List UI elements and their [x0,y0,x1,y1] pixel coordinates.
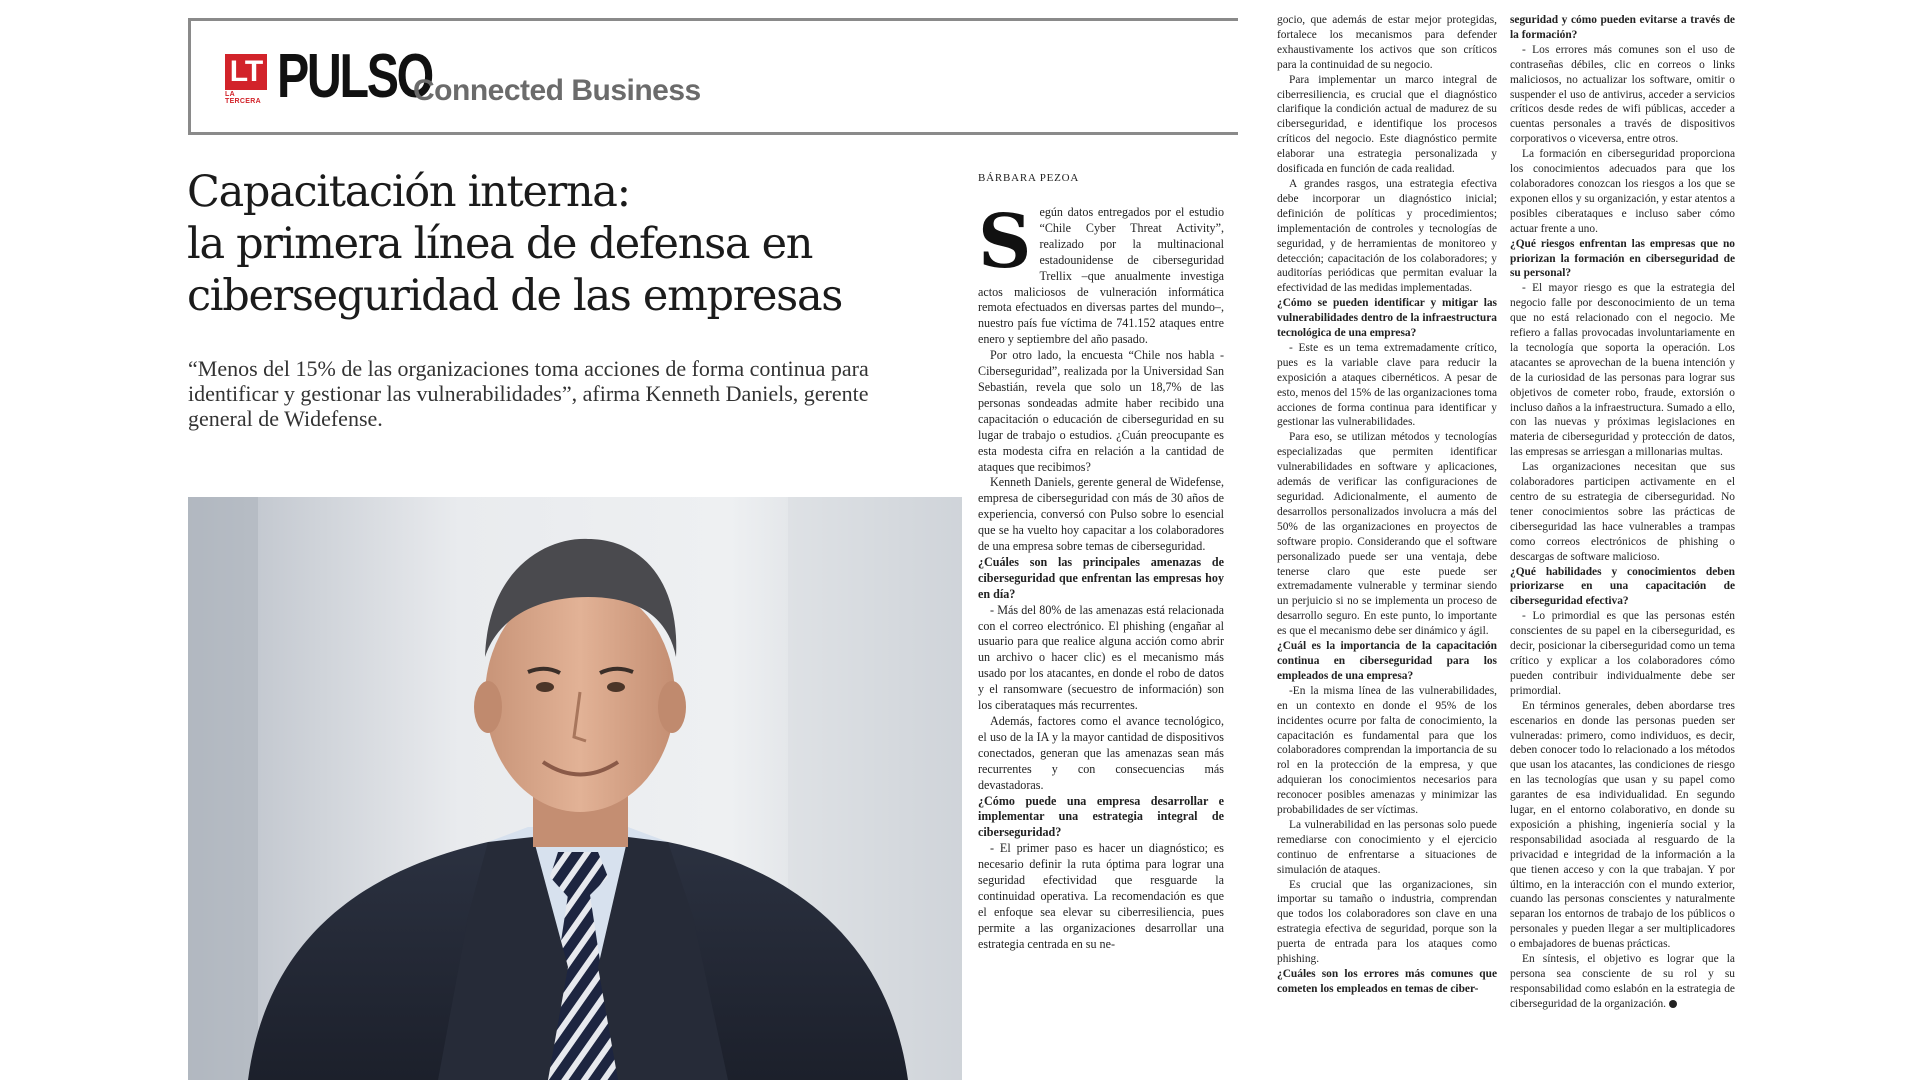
paragraph-text: - El primer paso es hacer un diagnóstico; es necesario definir la ruta óptima para lograr una seguridad efectividad que resguarde la continuidad operativa. La recomendación es que el enfoque sea elevar su ciberresiliencia, pues permite a las organizaciones desarrollar una estrategia centrada en su ne- [978,841,1224,951]
interview-question [1510,13,1735,43]
paragraph [978,841,1224,952]
end-of-article-icon [1669,1000,1677,1008]
paragraph-text: Para implementar un marco integral de ciberresiliencia, es crucial que el diagnóstico clarifique la condición actual de madurez de su ciberseguridad, e identifique los procesos críticos del negocio. Este diagnóstico permite elaborar una estrategia personalizada y dosificada en función de cada realidad. [1277,73,1497,176]
paragraph-text: seguridad y cómo pueden evitarse a través de la formación? [1510,14,1735,41]
portrait-photo [188,497,962,1080]
paragraph-text: La vulnerabilidad en las personas solo puede remediarse con conocimiento y el ejercicio continuo de enfrentarse a situaciones de simulación de ataques. [1277,818,1497,876]
interview-question [978,555,1224,603]
paragraph [978,475,1224,555]
paragraph-text: -En la misma línea de las vulnerabilidades, en un contexto en donde el 95% de los incidentes ocurre por falta de conocimiento, la capacitación es fundamental para que los colaboradores comprendan la importancia de su rol en la protección de la empresa, y que adquieran los conocimientos necesarios para reconocer posibles amenazas y minimizar las probabilidades de ser víctimas. [1277,684,1497,817]
paragraph-text: Las organizaciones necesitan que sus colaboradores participen activamente en el centro de su estrategia de ciberseguridad. No tener conocimientos sobre las prácticas de ciberseguridad las hace vulnerables a trampas como correos electrónicos de phishing o descargas de software malicioso. [1510,461,1735,563]
paragraph-text: ¿Cómo puede una empresa desarrollar e implementar una estrategia integral de ciberseguridad? [978,793,1224,840]
paragraph [1277,341,1497,430]
paragraph-text: - Este es un tema extremadamente crítico, pues es la variable clave para reducir la exposición a ataques cibernéticos. A pesar de esto, menos del 15% de las organizaciones toma acciones de forma continua para identificar y gestionar las vulnerabilidades. [1277,341,1497,429]
drop-cap: S [978,199,1032,285]
paragraph-text: En términos generales, deben abordarse tres escenarios en donde las personas pueden ser vulneradas: primero, como individuos, es decir, deben conocer todo lo relacionado a los métodos que usan los atacantes, las condiciones de riesgo en las tecnologías que usan y su papel como garantes de esa individualidad. En segundo lugar, en el entorno colaborativo, en donde su exposición a phishing, ingeniería social y la responsabilidad asociada al resguardo de la privacidad e integridad de la información a la que tienen acceso y con la que trabajan. Y por último, en la interacción con el mundo exterior, cuando las personas conscientes y naturalmente separan los entornos de trabajo de los públicos o personales y pueden llegar a ser multiplicadores o embajadores de buenas prácticas. [1510,699,1735,951]
byline: BÁRBARA PEZOA [978,172,1080,184]
paragraph-text: - Los errores más comunes son el uso de contraseñas débiles, clic en correos o links maliciosos, no actualizar los software, omitir o suspender el uso de antivirus, acceder a servicios críticos desde redes de wifi públicas, acceder a cuentas personales a través de dispositivos corporativos o viceversa, entre otros. [1510,43,1735,146]
paragraph [978,348,1224,475]
interview-question [1277,296,1497,341]
la-tercera-logo [225,54,267,105]
deck: “Menos del 15% de las organizaciones toma acciones de forma continua para identificar y gestionar las vulnerabilidades”, afirma Kenneth Daniels, gerente general de Widefense. [188,356,869,431]
paragraph-text: - El mayor riesgo es que la estrategia del negocio falle por desconocimiento de un tema que no está relacionado con el negocio. Me refiero a fallas provocadas involuntariamente en la tecnología que soporta la operación. Los atacantes se aprovechan de la buena intención y de la curiosidad de las personas para lograr sus objetivos de cometer robo, fraude, extorsión o incluso daños a la infraestructura. Sumado a ello, con las nuevas y próximas legislaciones en materia de ciberseguridad y protección de datos, las empresas se arriesgan a millonarias multas. [1510,282,1735,459]
interview-question [1510,237,1735,282]
article-column-1 [978,199,1224,953]
paragraph-text: A grandes rasgos, una estrategia efectiva debe incorporar un diagnóstico inicial; definición de políticas y procedimientos; implementación de controles y tecnologías de seguridad, y de herramientas de monitoreo y detección; capacitación de los colaboradores; y auditorías periódicas que permitan evaluar la efectividad de las medidas implementadas. [1277,177,1497,295]
paragraph [1510,43,1735,147]
interview-question [1510,565,1735,610]
paragraph-text: Para eso, se utilizan métodos y tecnologías especializadas que permiten identificar vulnerabilidades en software y aplicaciones, además de verificar las configuraciones de seguridad. Adicionalmente, el aumento de desarrollos personalizados involucra a más del 50% de las organizaciones en proyectos de software propio. Considerando que el software personalizado puede ser una ventaja, debe tenerse claro que este puede ser extremadamente vulnerable y terminar siendo un perjuicio si no se implementa un proceso de desarrollo seguro. En este punto, lo importante es que el mecanismo debe ser dinámico y ágil. [1277,431,1497,638]
pulso-brand: PULSO [277,42,432,111]
headline-line-3: ciberseguridad de las empresas [187,271,843,321]
paragraph-text: - Lo primordial es que las personas estén conscientes de su papel en la ciberseguridad, es decir, posicionar la ciberseguridad como un tema crítico y explicar a los colaboradores cómo pueden contribuir individualmente debe ser primordial. [1510,610,1735,697]
interview-question [1277,967,1497,997]
masthead [188,18,1238,135]
paragraph [1277,684,1497,818]
article-column-2 [1277,13,1497,997]
article-column-3 [1510,13,1735,1012]
paragraph [1510,460,1735,564]
paragraph [1277,818,1497,878]
paragraph [978,199,1224,348]
lt-logo-mark: LT [225,54,267,90]
paragraph [1510,699,1735,952]
paragraph-text: En síntesis, el objetivo es lograr que la persona sea consciente de su rol y su responsabilidad como eslabón en la estrategia de ciberseguridad de la organización. [1510,953,1735,1010]
paragraph-text: Por otro lado, la encuesta “Chile nos habla - Ciberseguridad”, realizada por la Universidad San Sebastián, revela que solo un 18,7% de las personas sondeadas admite haber recibido una capacitación o educación de ciberseguridad en su lugar de trabajo o estudios. ¿Cuán preocupante es esta modesta cifra en relación a la cantidad de ataques que recibimos? [978,348,1224,474]
interview-question [1277,639,1497,684]
headline [187,166,947,322]
paragraph-text: ¿Cuáles son las principales amenazas de ciberseguridad que enfrentan las empresas hoy en día? [978,554,1224,601]
paragraph-text: La formación en ciberseguridad proporciona los conocimientos adecuados para que los colaboradores conozcan los riesgos a los que se exponen ellos y su organización, y estar atentos a posibles ciberataques e incluso saber cómo actuar frente a uno. [1510,148,1735,235]
paragraph-text: Es crucial que las organizaciones, sin importar su tamaño o industria, comprendan que todos los colaboradores son clave en una estrategia efectiva de seguridad, porque son la puerta de entrada para los ataques como phishing. [1277,878,1497,966]
paragraph-text: ¿Cuáles son los errores más comunes que cometen los empleados en temas de ciber- [1277,968,1497,995]
paragraph [1510,281,1735,460]
headline-line-2: la primera línea de defensa en [187,219,813,269]
paragraph-text: ¿Qué habilidades y conocimientos deben priorizarse en una capacitación de ciberseguridad efectiva? [1510,565,1735,608]
paragraph [1277,73,1497,177]
paragraph-text: gocio, que además de estar mejor protegidas, fortalece los mecanismos para defender exhaustivamente los activos que son críticos para la continuidad de su negocio. [1277,14,1497,71]
section-name: Connected Business [413,74,701,107]
paragraph-text: Además, factores como el avance tecnológico, el uso de la IA y la mayor cantidad de dispositivos conectados, generan que las amenazas sean más recurrentes y con consecuencias más devastadoras. [978,714,1224,792]
interview-question [978,794,1224,842]
paragraph-text: ¿Cómo se pueden identificar y mitigar las vulnerabilidades dentro de la infraestructura tecnológica de una empresa? [1277,297,1497,340]
paragraph-text: - Más del 80% de las amenazas está relacionada con el correo electrónico. El phishing (engañar al usuario para que realice alguna acción como abrir un archivo o hacer clic) es el mecanismo más usado por los atacantes, en donde el robo de datos y el ransomware (secuestro de información) son los ciberataques más recurrentes. [978,602,1224,713]
headline-line-1: Capacitación interna: [187,167,630,217]
paragraph [1277,13,1497,73]
paragraph [1510,609,1735,698]
paragraph [978,603,1224,714]
paragraph [1277,177,1497,296]
paragraph [1277,430,1497,639]
paragraph [978,714,1224,794]
paragraph [1510,952,1735,1012]
paragraph-text: ¿Qué riesgos enfrentan las empresas que no priorizan la formación en ciberseguridad de su personal? [1510,237,1735,280]
lt-logo-subtitle: LA TERCERA [225,91,261,105]
paragraph-text: egún datos entregados por el estudio “Chile Cyber Threat Activity”, realizado por la multinacional estadounidense de ciberseguridad Trellix –que anualmente investiga actos maliciosos de vulneración informática remota efectuados en diversas partes del mundo–, nuestro país fue víctima de 741.152 ataques entre enero y septiembre del año pasado. [978,205,1224,347]
paragraph [1277,878,1497,967]
paragraph-text: ¿Cuál es la importancia de la capacitación continua en ciberseguridad para los empleados de una empresa? [1277,640,1497,682]
portrait-illustration [188,497,962,1080]
paragraph [1510,147,1735,236]
paragraph-text: Kenneth Daniels, gerente general de Widefense, empresa de ciberseguridad con más de 30 años de experiencia, conversó con Pulso sobre lo esencial que se ha vuelto hoy capacitar a los colaboradores de una empresa sobre temas de ciberseguridad. [978,475,1224,554]
